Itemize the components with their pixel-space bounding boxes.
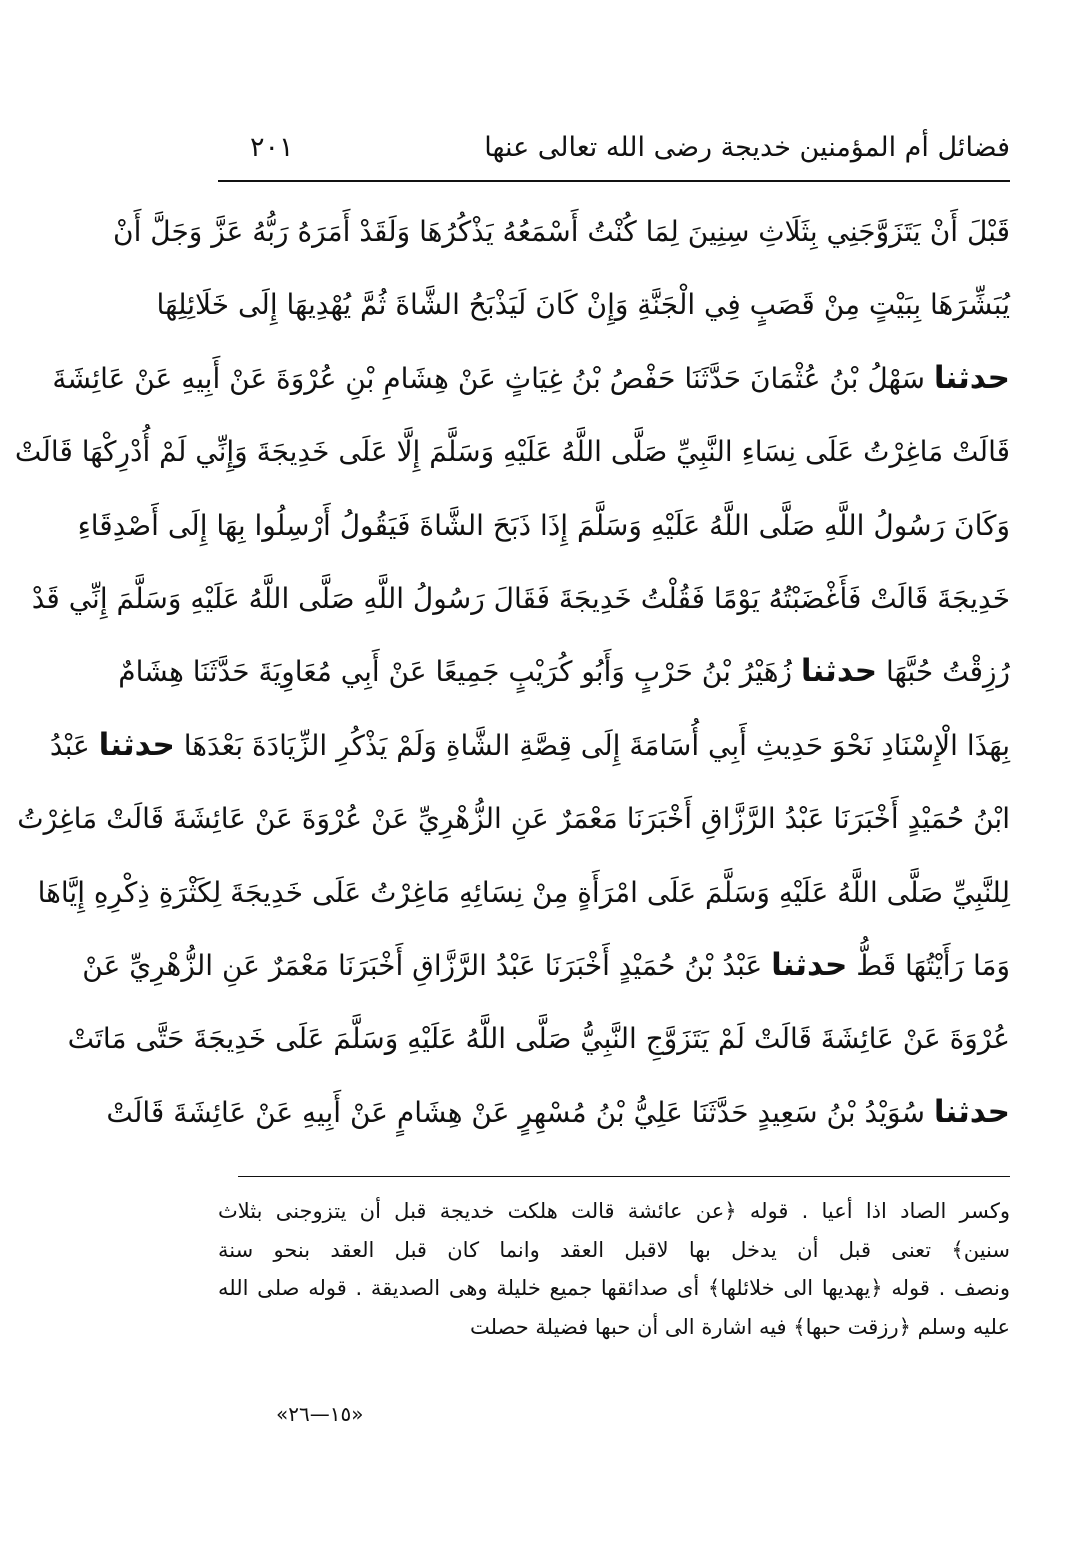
text-segment: رُزِقْتُ حُبَّهَا <box>877 655 1010 689</box>
page-number: ٢٠١ <box>250 132 294 163</box>
text-line <box>67 1002 1010 1075</box>
text-segment: بِهَذَا الْإِسْنَادِ نَحْوَ حَدِيثِ أَبِي أُسَامَةَ إِلَى قِصَّةِ الشَّاةِ وَلَمْ يَذْكُرِ الزِّيَادَةَ بَعْدَهَا <box>174 728 1010 762</box>
text-segment: وَمَا رَأَيْتُهَا قَطُّ <box>847 948 1010 982</box>
main-text <box>14 195 1010 1149</box>
text-line <box>31 562 1010 635</box>
text-segment: وَكَانَ رَسُولُ اللَّهِ صَلَّى اللَّهُ عَلَيْهِ وَسَلَّمَ إِذَا ذَبَحَ الشَّاةَ فَيَقُولُ أَرْسِلُوا بِهَا إِلَى أَصْدِقَاءِ <box>77 508 1010 542</box>
haddathana-marker: حدثنا <box>933 359 1010 396</box>
text-segment: سُوَيْدُ بْنُ سَعِيدٍ حَدَّثَنَا عَلِيُّ بْنُ مُسْهِرٍ عَنْ هِشَامٍ عَنْ أَبِيهِ عَنْ عَائِشَةَ قَالَتْ <box>106 1095 934 1129</box>
text-line <box>17 782 1010 855</box>
note-line: وكسر الصاد اذا أعيا . قوله ﴿عن عائشة قالت هلكت خديجة قبل أن يتزوجنى بثلاث <box>218 1199 1010 1223</box>
page-title: فضائل أم المؤمنين خديجة رضى الله تعالى عنها <box>484 132 1010 163</box>
text-segment: لِلنَّبِيِّ صَلَّى اللَّهُ عَلَيْهِ وَسَلَّمَ عَلَى امْرَأَةٍ مِنْ نِسَائِهِ مَاغِرْتُ عَلَى خَدِيجَةَ لِكَثْرَةِ ذِكْرِهِ إِيَّاهَا <box>37 875 1010 909</box>
text-line <box>77 489 1010 562</box>
text-segment: خَدِيجَةَ قَالَتْ فَأَغْضَبْتُهُ يَوْمًا فَقُلْتُ خَدِيجَةَ فَقَالَ رَسُولُ اللَّهِ صَلَّى اللَّهُ عَلَيْهِ وَسَلَّمَ إِنِّي قَدْ <box>31 581 1010 615</box>
text-line <box>14 415 1010 488</box>
text-segment: عُرْوَةَ عَنْ عَائِشَةَ قَالَتْ لَمْ يَتَزَوَّجِ النَّبِيُّ صَلَّى اللَّهُ عَلَيْهِ وَسَلَّمَ عَلَى خَدِيجَةَ حَتَّى مَاتَتْ <box>67 1022 1010 1056</box>
text-line <box>118 635 1010 708</box>
text-segment: يُبَشِّرَهَا بِبَيْتٍ مِنْ قَصَبٍ فِي الْجَنَّةِ وَإِنْ كَانَ لَيَذْبَحُ الشَّاةَ ثُمَّ يُهْدِيهَا إِلَى خَلَائِلِهَا <box>156 288 1010 322</box>
text-line <box>106 1076 1010 1149</box>
text-line <box>82 929 1010 1002</box>
haddathana-marker: حدثنا <box>800 653 878 690</box>
haddathana-marker: حدثنا <box>771 946 848 983</box>
note-line: ونصف . قوله ﴿يهديها الى خلائلها﴾ أى صدائقها جميع خليلة وهى الصديقة . قوله صلى الله <box>218 1276 1010 1300</box>
header-rule <box>218 180 1010 182</box>
text-segment: زُهَيْرُ بْنُ حَرْبٍ وَأَبُو كُرَيْبٍ جَمِيعًا عَنْ أَبِي مُعَاوِيَةَ حَدَّثَنَا هِشَامٌ <box>118 655 801 689</box>
text-line <box>37 856 1010 929</box>
text-segment: ابْنُ حُمَيْدٍ أَخْبَرَنَا عَبْدُ الرَّزَّاقِ أَخْبَرَنَا مَعْمَرٌ عَنِ الزُّهْرِيِّ عَنْ عُرْوَةَ عَنْ عَائِشَةَ قَالَتْ مَاغِرْتُ <box>17 802 1010 836</box>
text-segment: قَالَتْ مَاغِرْتُ عَلَى نِسَاءِ النَّبِيِّ صَلَّى اللَّهُ عَلَيْهِ وَسَلَّمَ إِلَّا عَلَى خَدِيجَةَ وَإِنِّي لَمْ أُدْرِكْهَا قَالَتْ <box>14 435 1010 469</box>
note-line: عليه وسلم ﴿رزقت حبها﴾ فيه اشارة الى أن حبها فضيلة حصلت <box>469 1314 1010 1339</box>
note-line: سنين﴾ تعنى قبل أن يدخل بها لاقبل العقد وانما كان قبل العقد بنحو سنة <box>218 1237 1010 1262</box>
text-line <box>113 195 1010 268</box>
text-line <box>156 268 1010 341</box>
printer-signature: «١٥—٢٦» <box>276 1402 364 1426</box>
text-segment: عَبْدُ بْنُ حُمَيْدٍ أَخْبَرَنَا عَبْدُ الرَّزَّاقِ أَخْبَرَنَا مَعْمَرٌ عَنِ الزُّهْرِيِّ عَنْ <box>82 948 772 982</box>
text-line <box>52 342 1010 415</box>
text-segment: عَبْدُ <box>49 728 99 762</box>
haddathana-marker: حدثنا <box>98 726 175 763</box>
footnote-rule <box>238 1176 1010 1177</box>
text-line <box>49 709 1010 782</box>
running-header <box>218 128 1010 176</box>
text-segment: قَبْلَ أَنْ يَتَزَوَّجَنِي بِثَلَاثِ سِنِينَ لِمَا كُنْتُ أَسْمَعُهُ يَذْكُرُهَا وَلَقَدْ أَمَرَهُ رَبُّهُ عَزَّ وَجَلَّ أَنْ <box>113 215 1010 248</box>
commentary-notes <box>218 1192 1010 1346</box>
haddathana-marker: حدثنا <box>933 1093 1010 1130</box>
text-segment: سَهْلُ بْنُ عُثْمَانَ حَدَّثَنَا حَفْصُ بْنُ غِيَاثٍ عَنْ هِشَامِ بْنِ عُرْوَةَ عَنْ أَبِيهِ عَنْ عَائِشَةَ <box>52 361 934 395</box>
